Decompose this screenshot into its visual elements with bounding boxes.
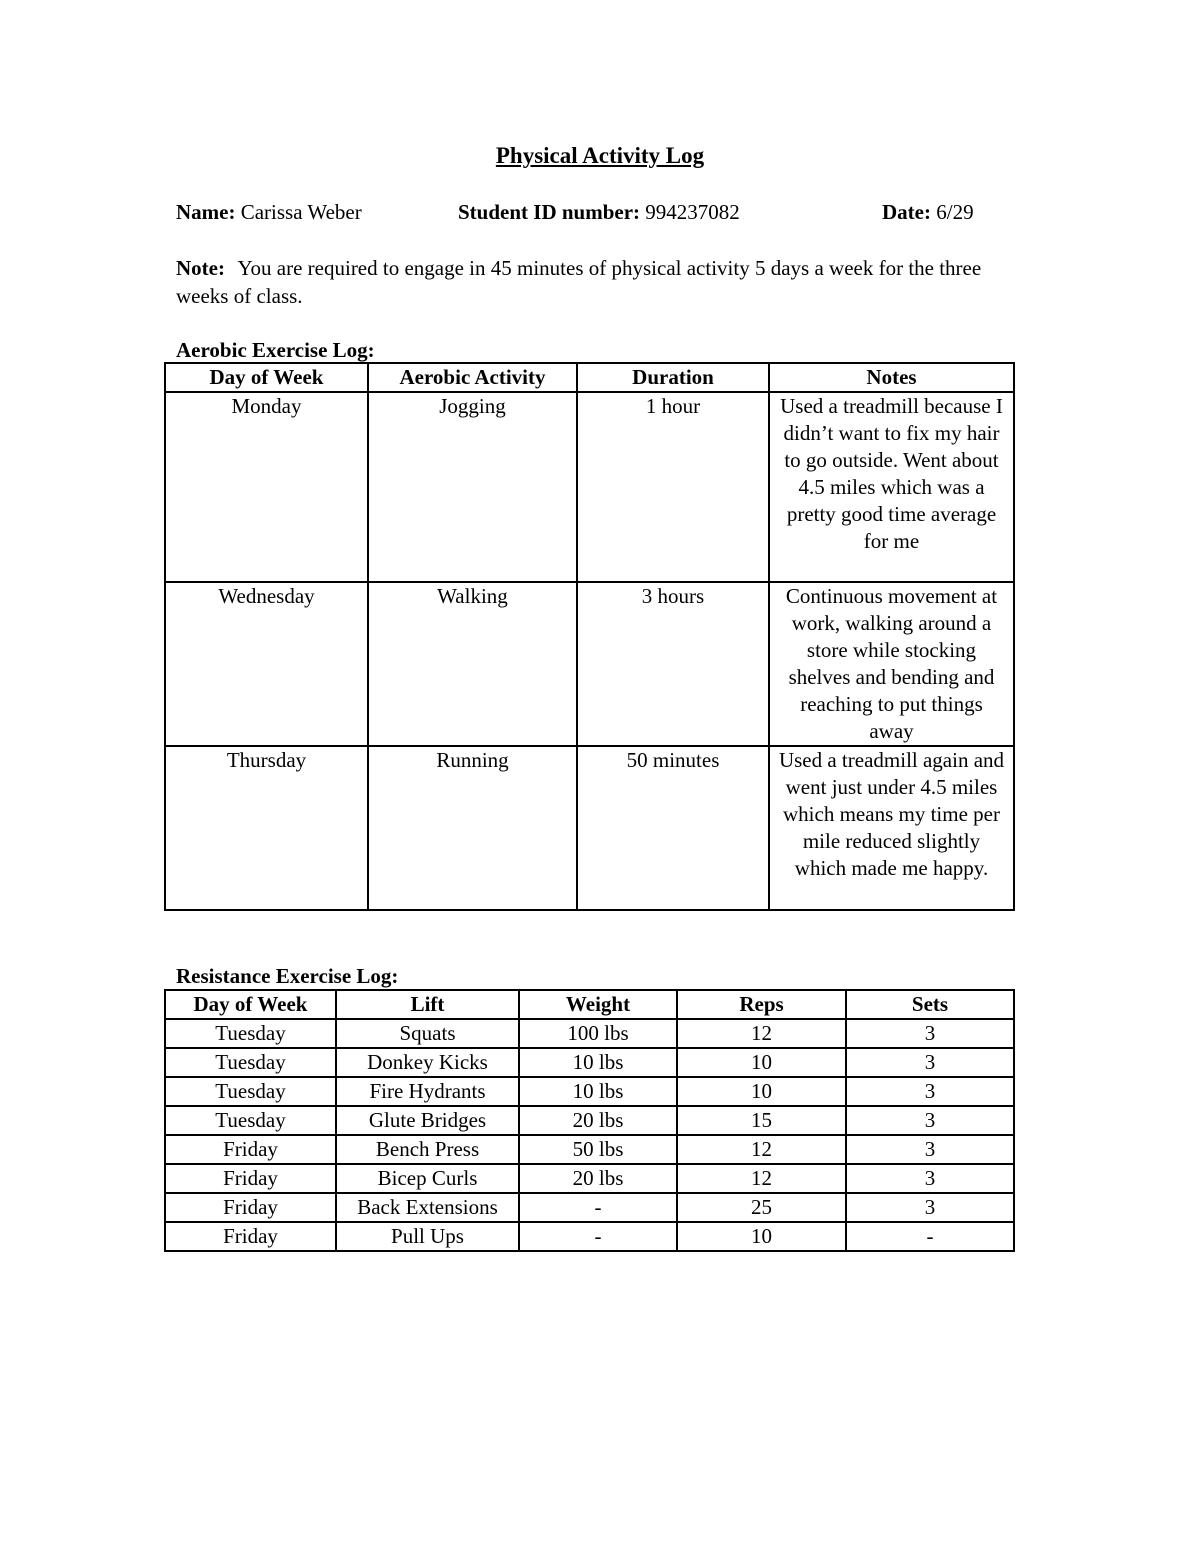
day-cell: Friday — [165, 1222, 336, 1251]
day-cell: Tuesday — [165, 1048, 336, 1077]
notes-cell: Used a treadmill because I didn’t want to fix my hair to go outside. Went about 4.5 miles which was a pretty good time average for me — [769, 392, 1014, 582]
student-id-field — [458, 200, 740, 225]
column-header-day: Day of Week — [165, 363, 368, 392]
weight-cell: 20 lbs — [519, 1106, 677, 1135]
table-row — [165, 1019, 1014, 1048]
table-row — [165, 746, 1014, 910]
weight-cell: 10 lbs — [519, 1048, 677, 1077]
name-field — [176, 200, 362, 225]
column-header-reps: Reps — [677, 990, 846, 1019]
aerobic-log-heading: Aerobic Exercise Log: — [176, 338, 375, 362]
day-cell: Friday — [165, 1135, 336, 1164]
weight-cell: - — [519, 1222, 677, 1251]
table-row — [165, 1077, 1014, 1106]
note-label: Note: — [176, 256, 225, 280]
date-value: 6/29 — [936, 200, 974, 224]
column-header-weight: Weight — [519, 990, 677, 1019]
day-cell: Wednesday — [165, 582, 368, 746]
note-text: You are required to engage in 45 minutes of physical activity 5 days a week for the three weeks of class. — [176, 256, 982, 308]
sets-cell: - — [846, 1222, 1014, 1251]
reps-cell: 12 — [677, 1019, 846, 1048]
lift-cell: Glute Bridges — [336, 1106, 519, 1135]
weight-cell: 10 lbs — [519, 1077, 677, 1106]
page-title: Physical Activity Log — [495, 143, 705, 168]
reps-cell: 15 — [677, 1106, 846, 1135]
weight-cell: - — [519, 1193, 677, 1222]
column-header-activity: Aerobic Activity — [368, 363, 577, 392]
reps-cell: 10 — [677, 1222, 846, 1251]
reps-cell: 12 — [677, 1164, 846, 1193]
reps-cell: 10 — [677, 1048, 846, 1077]
sets-cell: 3 — [846, 1019, 1014, 1048]
date-field — [882, 200, 974, 225]
notes-cell: Continuous movement at work, walking around a store while stocking shelves and bending and reaching to put things away — [769, 582, 1014, 746]
student-info — [176, 200, 1036, 230]
sets-cell: 3 — [846, 1164, 1014, 1193]
notes-cell: Used a treadmill again and went just under 4.5 miles which means my time per mile reduced slightly which made me happy. — [769, 746, 1014, 910]
resistance-log-heading: Resistance Exercise Log: — [176, 964, 399, 988]
lift-cell: Pull Ups — [336, 1222, 519, 1251]
table-row — [165, 1193, 1014, 1222]
table-row — [165, 1164, 1014, 1193]
note-paragraph — [176, 254, 1036, 310]
weight-cell: 50 lbs — [519, 1135, 677, 1164]
duration-cell: 1 hour — [577, 392, 769, 582]
student-id-value: 994237082 — [645, 200, 740, 224]
day-cell: Tuesday — [165, 1106, 336, 1135]
activity-cell: Running — [368, 746, 577, 910]
sets-cell: 3 — [846, 1048, 1014, 1077]
reps-cell: 10 — [677, 1077, 846, 1106]
column-header-lift: Lift — [336, 990, 519, 1019]
name-value: Carissa Weber — [240, 200, 362, 224]
table-row — [165, 1222, 1014, 1251]
reps-cell: 25 — [677, 1193, 846, 1222]
aerobic-exercise-table — [164, 362, 1015, 911]
table-header-row — [165, 990, 1014, 1019]
sets-cell: 3 — [846, 1135, 1014, 1164]
column-header-sets: Sets — [846, 990, 1014, 1019]
day-cell: Tuesday — [165, 1019, 336, 1048]
duration-cell: 3 hours — [577, 582, 769, 746]
column-header-day: Day of Week — [165, 990, 336, 1019]
lift-cell: Bicep Curls — [336, 1164, 519, 1193]
column-header-notes: Notes — [769, 363, 1014, 392]
day-cell: Friday — [165, 1164, 336, 1193]
table-row — [165, 1048, 1014, 1077]
sets-cell: 3 — [846, 1077, 1014, 1106]
reps-cell: 12 — [677, 1135, 846, 1164]
day-cell: Tuesday — [165, 1077, 336, 1106]
name-label: Name: — [176, 200, 236, 224]
student-id-label: Student ID number: — [458, 200, 641, 224]
table-header-row — [165, 363, 1014, 392]
lift-cell: Bench Press — [336, 1135, 519, 1164]
lift-cell: Fire Hydrants — [336, 1077, 519, 1106]
day-cell: Friday — [165, 1193, 336, 1222]
day-cell: Thursday — [165, 746, 368, 910]
lift-cell: Squats — [336, 1019, 519, 1048]
sets-cell: 3 — [846, 1106, 1014, 1135]
table-row — [165, 1106, 1014, 1135]
table-row — [165, 392, 1014, 582]
weight-cell: 100 lbs — [519, 1019, 677, 1048]
table-row — [165, 582, 1014, 746]
lift-cell: Back Extensions — [336, 1193, 519, 1222]
activity-cell: Walking — [368, 582, 577, 746]
duration-cell: 50 minutes — [577, 746, 769, 910]
activity-cell: Jogging — [368, 392, 577, 582]
lift-cell: Donkey Kicks — [336, 1048, 519, 1077]
weight-cell: 20 lbs — [519, 1164, 677, 1193]
column-header-duration: Duration — [577, 363, 769, 392]
day-cell: Monday — [165, 392, 368, 582]
resistance-exercise-table — [164, 989, 1015, 1252]
table-row — [165, 1135, 1014, 1164]
date-label: Date: — [882, 200, 931, 224]
sets-cell: 3 — [846, 1193, 1014, 1222]
